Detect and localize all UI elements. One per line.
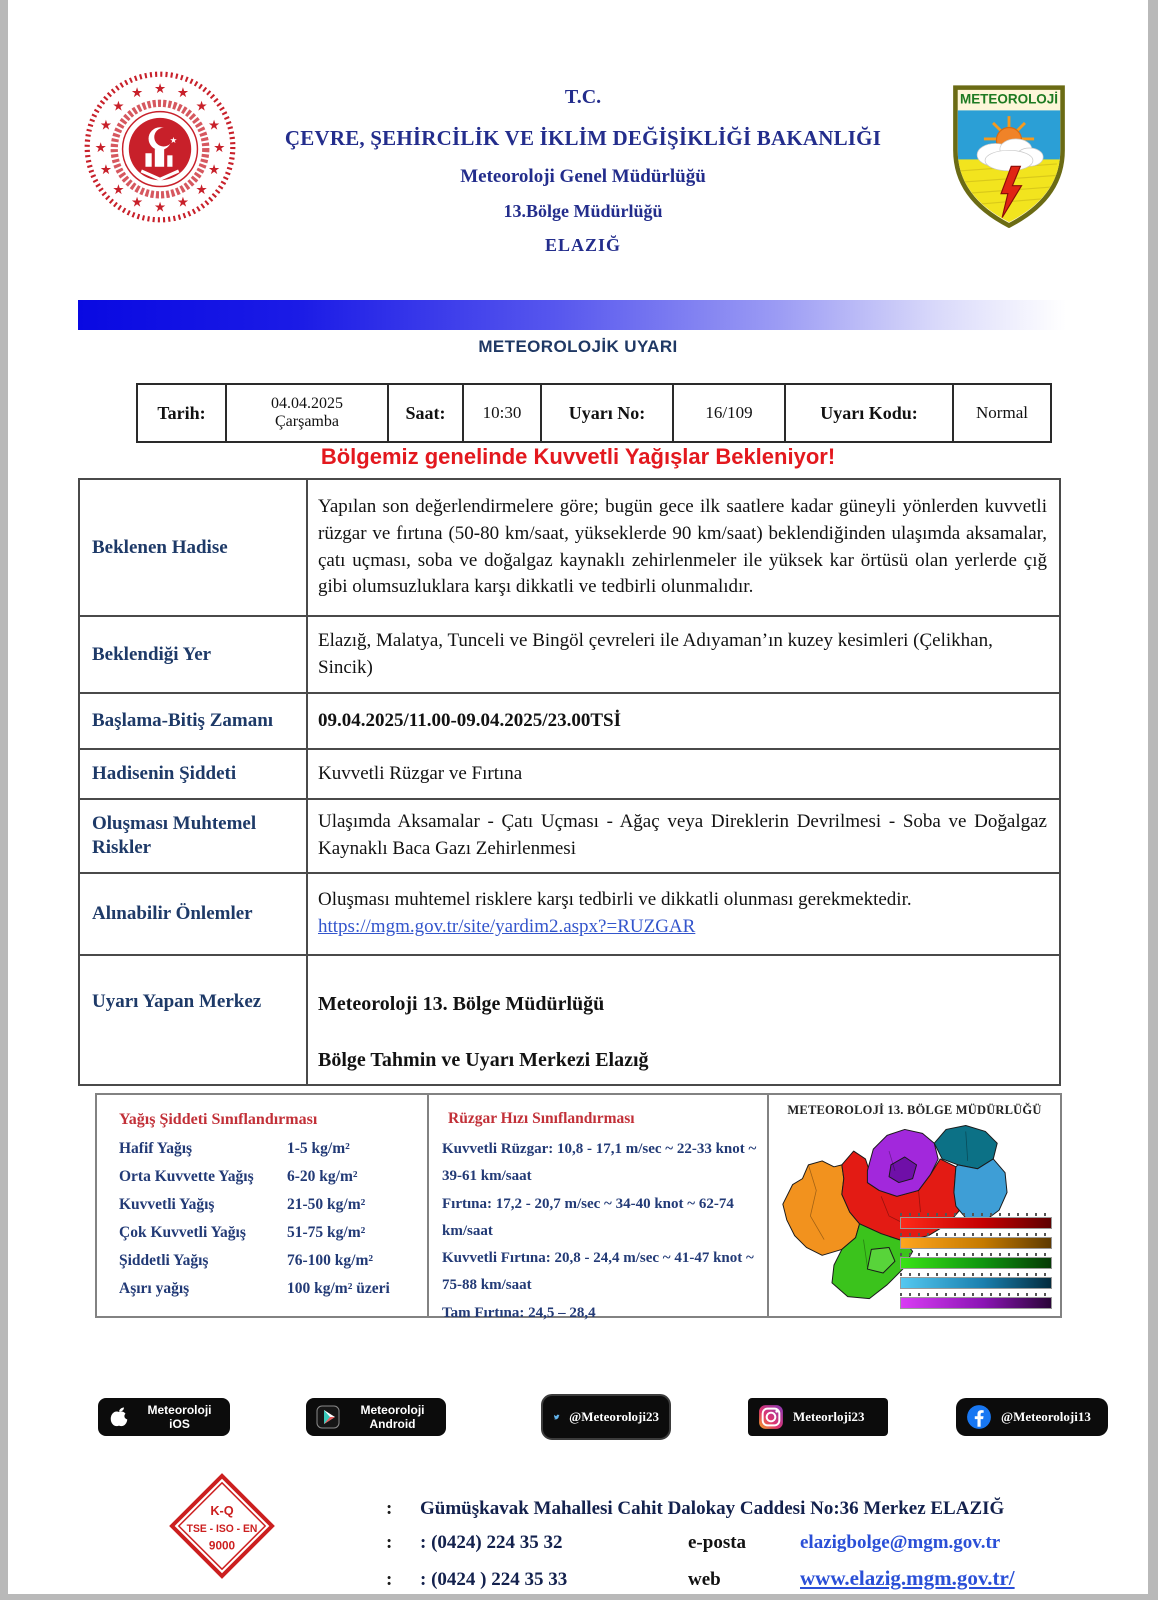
row-label: Uyarı Yapan Merkez [80, 956, 308, 1084]
svg-text:K-Q: K-Q [210, 1503, 234, 1519]
map-title: METEOROLOJİ 13. BÖLGE MÜDÜRLÜĞÜ [787, 1103, 1042, 1117]
social-badge-instagram[interactable] [748, 1398, 888, 1436]
saat-label: Saat: [389, 385, 464, 441]
document-page [8, 0, 1148, 1594]
uyari-no-value: 16/109 [674, 385, 786, 441]
svg-text:★: ★ [112, 98, 125, 115]
classification-box [95, 1093, 1062, 1321]
apple-icon [108, 1404, 130, 1430]
document-header [233, 86, 933, 256]
svg-text:★: ★ [176, 85, 189, 102]
wind-item: Kuvvetli Fırtına: 20,8 - 24,4 m/sec ~ 41-47 knot ~ 75-88 km/saat [442, 1250, 754, 1294]
row-value: Ulaşımda Aksamalar - Çatı Uçması - Ağaç veya Direklerin Devrilmesi - Soba ve Doğalgaz Kaynaklı Baca Gazı Zehirlenmesi [318, 811, 1047, 859]
svg-text:★: ★ [169, 134, 178, 145]
warning-details-table [78, 478, 1061, 1086]
row-label: Beklenen Hadise [80, 480, 308, 615]
svg-text:★: ★ [153, 80, 167, 97]
wind-item: Fırtına: 17,2 - 20,7 m/sec ~ 34-40 knot ~ 62-74 km/saat [442, 1195, 734, 1239]
footer-address: Gümüşkavak Mahallesi Cahit Dalokay Caddesi No:36 Merkez ELAZIĞ [420, 1498, 1005, 1519]
table-row [80, 694, 1059, 750]
row-value [308, 956, 1059, 1084]
tarih-day: Çarşamba [275, 413, 339, 430]
svg-text:★: ★ [131, 85, 144, 102]
blue-divider-bar [78, 300, 1076, 330]
wind-item: Tam Fırtına: 24,5 – 28,4 [442, 1304, 596, 1321]
table-row [80, 800, 1059, 874]
rain-row: Çok Kuvvetli Yağış 51-75 kg/m² [119, 1224, 366, 1241]
tarih-date: 04.04.2025 [271, 394, 343, 412]
uyari-kodu-label: Uyarı Kodu: [786, 385, 954, 441]
footer-email[interactable]: elazigbolge@mgm.gov.tr [800, 1532, 1001, 1553]
wind-title: Rüzgar Hızı Sınıflandırması [448, 1110, 635, 1127]
instagram-icon [758, 1404, 784, 1430]
rain-row: Kuvvetli Yağış 21-50 kg/m² [119, 1196, 366, 1213]
social-badge-facebook[interactable] [956, 1398, 1108, 1436]
badge-label: Meteorloji23 [793, 1409, 865, 1424]
web-label: web [688, 1569, 721, 1590]
row-value: 09.04.2025/11.00-09.04.2025/23.00TSİ [318, 709, 621, 731]
precautions-text: Oluşması muhtemel risklere karşı tedbirli ve dikkatli olunması gerekmektedir. [318, 889, 912, 911]
footer-phone-line-2: : : (0424 ) 224 35 33 web www.elazig.mgm.gov.tr/ [386, 1566, 1015, 1590]
table-row [80, 750, 1059, 800]
rain-row: Hafif Yağış 1-5 kg/m² [119, 1140, 350, 1157]
legend-bar-green [900, 1253, 1052, 1269]
svg-text:★: ★ [208, 162, 221, 179]
precautions-link[interactable]: https://mgm.gov.tr/site/yardim2.aspx?=RUZGAR [318, 916, 696, 937]
rain-row: Şiddetli Yağış 76-100 kg/m² [119, 1252, 374, 1269]
row-value: Elazığ, Malatya, Tunceli ve Bingöl çevreleri ile Adıyaman’ın kuzey kesimleri (Çelikhan, Sincik) [318, 629, 993, 678]
row-value [308, 874, 1059, 954]
row-label: Hadisenin Şiddeti [80, 750, 308, 798]
header-directorate: Meteoroloji Genel Müdürlüğü [460, 166, 706, 187]
rain-row: Aşırı yağış 100 kg/m² üzeri [119, 1280, 390, 1297]
twitter-icon [553, 1404, 560, 1430]
header-ministry: ÇEVRE, ŞEHİRCİLİK VE İKLİM DEĞİŞİKLİĞİ BAKANLIĞI [284, 126, 882, 150]
wind-classification [427, 1095, 767, 1321]
legend-bar-blue [900, 1273, 1052, 1289]
warning-headline: Bölgemiz genelinde Kuvvetli Yağışlar Bekleniyor! [320, 444, 836, 469]
legend-bar-purple [900, 1293, 1052, 1309]
row-value: Yapılan son değerlendirmelere göre; bugün gece ilk saatlere kadar güneyli yönlerden kuvvetli rüzgar ve fırtına (50-80 km/saat, yükseklerde 90 km/saat) beklendiğinden ulaşımda aksamalar, çatı uçması, soba ve doğalgaz kaynaklı zehirlenmeler ile yüksek kar örtüsü olan yerlerde çığ gibi olumsuzluklara karşı dikkatli ve tedbirli olunmalıdır. [318, 496, 1047, 598]
app-badge-ios[interactable] [98, 1398, 230, 1436]
legend-bar-orange [900, 1233, 1052, 1249]
badge-label: @Meteoroloji13 [1001, 1409, 1091, 1424]
saat-value: 10:30 [464, 385, 542, 441]
footer-phone-2: : (0424 ) 224 35 33 [420, 1569, 568, 1590]
row-label: Oluşması Muhtemel Riskler [80, 800, 308, 872]
tarih-label: Tarih: [138, 385, 227, 441]
svg-text:★: ★ [112, 181, 125, 198]
footer-phone-1: : (0424) 224 35 32 [420, 1532, 563, 1553]
svg-text:★: ★ [195, 98, 208, 115]
header-tc: T.C. [564, 86, 602, 108]
uyari-no-label: Uyarı No: [542, 385, 674, 441]
rain-row: Orta Kuvvette Yağış 6-20 kg/m² [119, 1168, 358, 1185]
google-play-icon [316, 1405, 340, 1429]
row-label: Başlama-Bitiş Zamanı [80, 694, 308, 748]
app-badge-android[interactable] [306, 1398, 446, 1436]
rain-classification [97, 1095, 427, 1316]
svg-text:★: ★ [213, 140, 226, 157]
table-row [80, 480, 1059, 617]
facebook-icon [966, 1404, 992, 1430]
issuing-center-line1: Meteoroloji 13. Bölge Müdürlüğü [318, 993, 605, 1015]
svg-text:★: ★ [153, 199, 167, 216]
tarih-value [227, 385, 389, 441]
table-row [80, 956, 1059, 1084]
section-title: METEOROLOJİK UYARI [478, 337, 678, 356]
region-map-panel [767, 1095, 1060, 1316]
badge-label: @Meteoroloji23 [569, 1409, 659, 1424]
row-value: Kuvvetli Rüzgar ve Fırtına [318, 762, 523, 784]
svg-text:★: ★ [208, 117, 221, 134]
wind-item: Kuvvetli Rüzgar: 10,8 - 17,1 m/sec ~ 22-33 knot ~ 39-61 km/saat [442, 1141, 757, 1185]
badge-label: Meteoroloji Android [360, 1402, 425, 1431]
badge-label: Meteoroloji iOS [147, 1402, 212, 1431]
table-row [80, 617, 1059, 694]
header-region: 13.Bölge Müdürlüğü [503, 201, 663, 221]
footer-phone-line-1: : : (0424) 224 35 32 e-posta elazigbolge@mgm.gov.tr [386, 1532, 1001, 1553]
svg-text:★: ★ [99, 117, 112, 134]
map-color-legend [900, 1213, 1052, 1313]
svg-text:★: ★ [195, 181, 208, 198]
svg-text:★: ★ [94, 140, 107, 157]
svg-text:★: ★ [99, 162, 112, 179]
svg-text:TSE - ISO - EN: TSE - ISO - EN [186, 1522, 258, 1535]
footer-website-link[interactable]: www.elazig.mgm.gov.tr/ [800, 1566, 1015, 1590]
meteoroloji-shield-logo [952, 84, 1066, 228]
tse-certificate-logo [168, 1472, 276, 1580]
legend-bar-red [900, 1213, 1052, 1229]
warning-info-table [136, 383, 1052, 443]
row-label: Alınabilir Önlemler [80, 874, 308, 954]
svg-text:9000: 9000 [208, 1539, 236, 1553]
issuing-center-line2: Bölge Tahmin ve Uyarı Merkezi Elazığ [318, 1049, 649, 1071]
footer-address-line: : Gümüşkavak Mahallesi Cahit Dalokay Caddesi No:36 Merkez ELAZIĞ [386, 1498, 1005, 1519]
rain-title: Yağış Şiddeti Sınıflandırması [119, 1111, 318, 1128]
svg-text:★: ★ [131, 194, 144, 211]
row-label: Beklendiği Yer [80, 617, 308, 692]
eposta-label: e-posta [688, 1532, 747, 1553]
table-row [80, 874, 1059, 956]
social-badge-twitter[interactable] [541, 1394, 671, 1440]
uyari-kodu-value: Normal [976, 403, 1028, 422]
svg-text:★: ★ [176, 194, 189, 211]
header-city: ELAZIĞ [544, 235, 622, 255]
shield-title: METEOROLOJİ [959, 91, 1059, 107]
ministry-seal-logo [82, 62, 238, 232]
